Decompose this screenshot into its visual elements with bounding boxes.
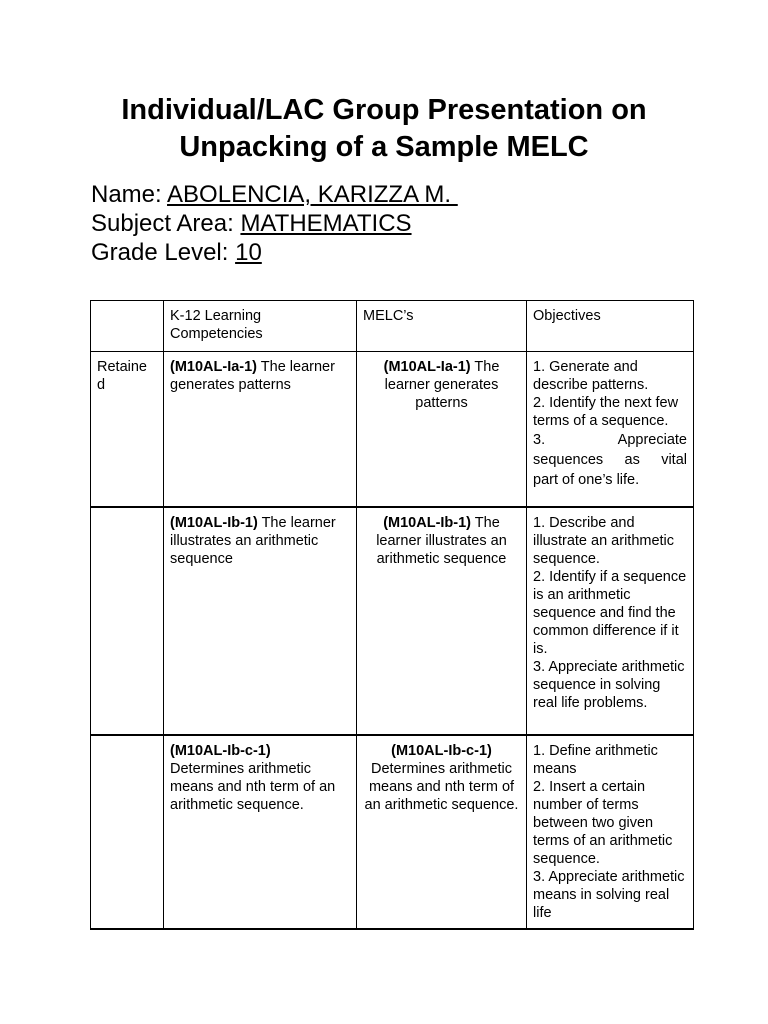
subject-value: MATHEMATICS — [240, 210, 412, 237]
competency-code: (M10AL-Ia-1) — [170, 359, 258, 375]
competency-text: The learner illustrates an arithmetic sequence — [170, 514, 336, 567]
info-block — [91, 180, 458, 267]
objectives-cell — [527, 507, 694, 735]
objective-item: 3. Appreciate arithmetic means in solving real life — [533, 868, 685, 921]
competency-code: (M10AL-Ib-1) — [170, 514, 258, 531]
objective-item: 3. Appreciate sequences as vital — [533, 432, 687, 468]
melc-cell — [357, 352, 527, 507]
melc-cell — [357, 507, 527, 735]
competency-cell — [164, 735, 357, 929]
subject-label: Subject Area: — [91, 210, 234, 237]
table-header-row — [91, 301, 694, 352]
objective-item: part of one’s life. — [533, 472, 640, 488]
header-cell-blank — [91, 301, 164, 352]
melc-table — [90, 300, 694, 930]
status-cell — [91, 735, 164, 929]
grade-line — [91, 238, 458, 267]
competency-cell — [164, 507, 357, 735]
melc-code: (M10AL-Ia-1) — [383, 359, 471, 375]
competency-code: (M10AL-Ib-c-1) — [170, 742, 271, 759]
melc-text: The learner illustrates an arithmetic sequence — [376, 514, 507, 567]
table-row — [91, 735, 694, 929]
title-line-2: Unpacking of a Sample MELC — [179, 131, 589, 163]
status-text: Retaine d — [97, 359, 147, 393]
header-cell-melcs: MELC’s — [357, 301, 527, 352]
melc-code: (M10AL-Ib-1) — [383, 514, 472, 531]
title-line-1: Individual/LAC Group Presentation on — [121, 94, 647, 126]
page-title — [0, 92, 768, 166]
name-value: ABOLENCIA, KARIZZA M. — [167, 181, 458, 208]
competency-cell — [164, 352, 357, 507]
objectives-cell — [527, 735, 694, 929]
subject-line — [91, 209, 458, 238]
melc-cell — [357, 735, 527, 929]
objectives-cell — [527, 352, 694, 507]
grade-value: 10 — [235, 239, 262, 266]
name-label: Name: — [91, 181, 162, 208]
table-row — [91, 352, 694, 507]
objective-item: 1. Define arithmetic means — [533, 742, 658, 777]
objective-item: 2. Identify the next few terms of a sequence. — [533, 395, 679, 429]
name-line — [91, 180, 458, 209]
objective-item: 1. Describe and illustrate an arithmetic sequence. — [533, 514, 675, 567]
melc-code: (M10AL-Ib-c-1) — [391, 742, 492, 759]
objective-item: 3. Appreciate arithmetic sequence in solving real life problems. — [533, 658, 685, 711]
melc-text: Determines arithmetic means and nth term of an arithmetic sequence. — [364, 760, 519, 813]
competency-text: The learner generates patterns — [170, 359, 335, 393]
grade-label: Grade Level: — [91, 239, 229, 266]
header-cell-objectives: Objectives — [527, 301, 694, 352]
header-cell-competencies: K-12 Learning Competencies — [164, 301, 357, 352]
melc-text: The learner generates patterns — [384, 359, 500, 411]
competency-text: Determines arithmetic means and nth term of an arithmetic sequence. — [170, 760, 336, 813]
objective-item: 1. Generate and describe patterns. — [533, 359, 649, 393]
status-cell — [91, 352, 164, 507]
table-row — [91, 507, 694, 735]
objective-item: 2. Insert a certain number of terms between two given terms of an arithmetic sequence. — [533, 778, 673, 867]
status-cell — [91, 507, 164, 735]
objective-item: 2. Identify if a sequence is an arithmetic sequence and find the common difference if it is. — [533, 568, 687, 657]
